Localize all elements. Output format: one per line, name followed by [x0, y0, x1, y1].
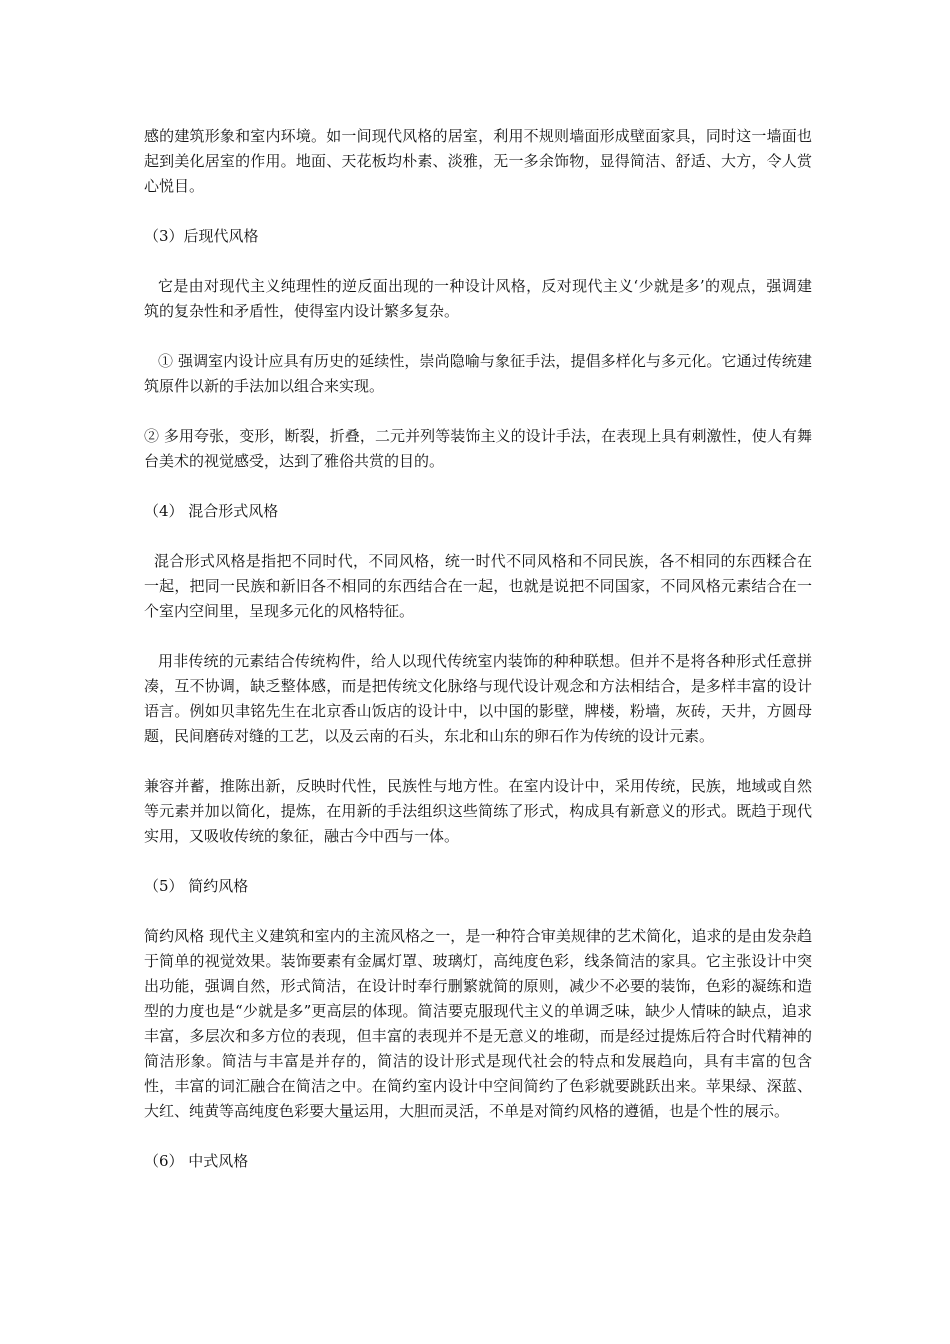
document-body	[144, 124, 812, 1199]
paragraph-mixed-style-summary: 兼容并蓄，推陈出新，反映时代性，民族性与地方性。在室内设计中，采用传统，民族，地域或自然等元素并加以简化，提炼，在用新的手法组织这些简练了形式，构成具有新意义的形式。既趋于现代实用，又吸收传统的象征，融古今中西与一体。	[144, 777, 812, 845]
heading-postmodern-style: （3）后现代风格	[144, 227, 259, 245]
paragraph-postmodern-intro: 它是由对现代主义纯理性的逆反面出现的一种设计风格，反对现代主义‘少就是多’的观点，强调建筑的复杂性和矛盾性，使得室内设计繁多复杂。	[144, 277, 812, 320]
paragraph-minimalist-style: 简约风格 现代主义建筑和室内的主流风格之一，是一种符合审美规律的艺术简化，追求的是由发杂趋于简单的视觉效果。装饰要素有金属灯罩、玻璃灯，高纯度色彩，线条简洁的家具。它主张设计中突出功能，强调自然，形式简洁，在设计时奉行删繁就简的原则，减少不必要的装饰，色彩的凝练和造型的力度也是“少就是多”更高层的体现。简洁要克服现代主义的单调乏味，缺少人情味的缺点，追求丰富，多层次和多方位的表现，但丰富的表现并不是无意义的堆砌，而是经过提炼后符合时代精神的简洁形象。简洁与丰富是并存的，简洁的设计形式是现代社会的特点和发展趋向，具有丰富的包含性，丰富的词汇融合在简洁之中。在简约室内设计中空间简约了色彩就要跳跃出来。苹果绿、深蓝、大红、纯黄等高纯度色彩要大量运用，大胆而灵活，不单是对简约风格的遵循，也是个性的展示。	[144, 927, 812, 1120]
paragraph-modern-style-continued: 感的建筑形象和室内环境。如一间现代风格的居室，利用不规则墙面形成壁面家具，同时这一墙面也起到美化居室的作用。地面、天花板均朴素、淡雅，无一多余饰物，显得简洁、舒适、大方，令人赏心悦目。	[144, 127, 812, 195]
paragraph-mixed-style-definition: 混合形式风格是指把不同时代，不同风格，统一时代不同风格和不同民族，各不相同的东西糅合在一起，把同一民族和新旧各不相同的东西结合在一起，也就是说把不同国家，不同风格元素结合在一个室内空间里，呈现多元化的风格特征。	[144, 552, 812, 620]
heading-minimalist-style: （5） 简约风格	[144, 877, 249, 895]
paragraph-mixed-style-elements: 用非传统的元素结合传统构件，给人以现代传统室内装饰的种种联想。但并不是将各种形式任意拼凑，互不协调，缺乏整体感，而是把传统文化脉络与现代设计观念和方法相结合，是多样丰富的设计语言。例如贝聿铭先生在北京香山饭店的设计中，以中国的影壁，牌楼，粉墙，灰砖，天井，方圆母题，民间磨砖对缝的工艺，以及云南的石头，东北和山东的卵石作为传统的设计元素。	[144, 652, 812, 745]
paragraph-postmodern-point-2: ② 多用夸张，变形，断裂，折叠，二元并列等装饰主义的设计手法，在表现上具有刺激性，使人有舞台美术的视觉感受，达到了雅俗共赏的目的。	[144, 427, 812, 470]
paragraph-postmodern-point-1: ① 强调室内设计应具有历史的延续性，崇尚隐喻与象征手法，提倡多样化与多元化。它通过传统建筑原件以新的手法加以组合来实现。	[144, 352, 812, 395]
heading-chinese-style: （6） 中式风格	[144, 1152, 249, 1170]
heading-mixed-style: （4） 混合形式风格	[144, 502, 279, 520]
